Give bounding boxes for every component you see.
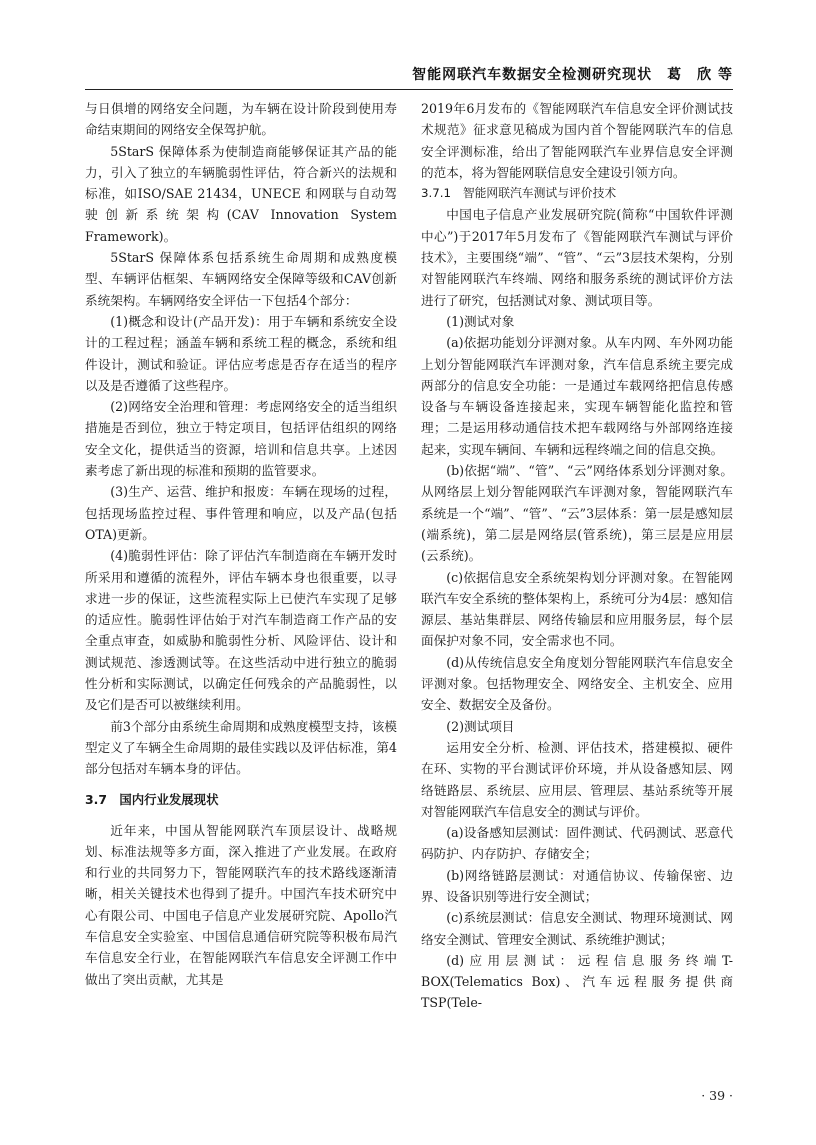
paragraph: (b)网络链路层测试：对通信协议、传输保密、边界、设备识别等进行安全测试； (421, 867, 733, 904)
paragraph: (3)生产、运营、维护和报废：车辆在现场的过程，包括现场监控过程、事件管理和响应，以及产品(包括OTA)更新。 (85, 484, 397, 542)
paragraph: (c)依据信息安全系统架构划分评测对象。在智能网联汽车安全系统的整体架构上，系统可分为4层：感知信源层、基站集群层、网络传输层和应用服务层，每个层面保护对象不同，安全需求也不同。 (421, 569, 733, 649)
paragraph: (a)设备感知层测试：固件测试、代码测试、恶意代码防护、内存防护、存储安全； (421, 825, 733, 862)
paragraph: (b)依据“端”、“管”、“云”网络体系划分评测对象。从网络层上划分智能网联汽车评测对象，智能网联汽车系统是一个“端”、“管”、“云”3层体系：第一层是感知层(端系统)，第二层是网络层(管系统)，第三层是应用层(云系统)。 (421, 463, 733, 564)
paragraph: (2)网络安全治理和管理：考虑网络安全的适当组织措施是否到位，独立于特定项目，包括评估组织的网络安全文化，提供适当的资源，培训和信息共享。上述因素考虑了新出现的标准和预期的监管要求。 (85, 399, 397, 479)
paragraph: 2019年6月发布的《智能网联汽车信息安全评价测试技术规范》征求意见稿成为国内首个智能网联汽车的信息安全评测标准，给出了智能网联汽车业界信息安全评测的范本，将为智能网联信息安全建设引领方向。 (421, 101, 733, 180)
paragraph: (a)依据功能划分评测对象。从车内网、车外网功能上划分智能网联汽车评测对象，汽车信息系统主要完成两部分的信息安全功能：一是通过车载网络把信息传感设备与车辆设备连接起来，实现车辆智能化监控和管理；二是运用移动通信技术把车载网络与外部网络连接起来，实现车辆间、车辆和远程终端之间的信息交换。 (421, 335, 733, 457)
paragraph: 前3个部分由系统生命周期和成熟度模型支持，该模型定义了车辆全生命周期的最佳实践以及评估标准，第4部分包括对车辆本身的评估。 (85, 718, 397, 777)
paragraph: (1)测试对象 (446, 313, 515, 329)
paragraph: (c)系统层测试：信息安全测试、物理环境测试、网络安全测试、管理安全测试、系统维护测试； (421, 910, 733, 947)
paragraph: (2)测试项目 (446, 718, 515, 734)
page-number: · 39 · (701, 1088, 733, 1103)
paragraph: (1)概念和设计(产品开发)：用于车辆和系统安全设计的工程过程；涵盖车辆和系统工程的概念，系统和组件设计，测试和验证。评估应考虑是否存在适当的程序以及是否遵循了这些程序。 (85, 313, 397, 393)
header-rule (85, 89, 733, 90)
paragraph: (4)脆弱性评估：除了评估汽车制造商在车辆开发时所采用和遵循的流程外，评估车辆本身也很重要，以寻求进一步的保证，这些流程实际上已使汽车实现了足够的适应性。脆弱性评估始于对汽车制造商工作产品的安全重点审查，如威胁和脆弱性分析、风险评估、设计和测试规范、渗透测试等。在这些活动中进行独立的脆弱性分析和实际测试，以确定任何残余的产品脆弱性，以及它们是否可以被继续利用。 (85, 548, 397, 713)
paragraph: 近年来，中国从智能网联汽车顶层设计、战略规划、标准法规等多方面，深入推进了产业发展。在政府和行业的共同努力下，智能网联汽车的技术路线逐渐清晰，相关关键技术也得到了提升。中国汽车技术研究中心有限公司、中国电子信息产业发展研究院、Apollo汽车信息安全实验室、中国信息通信研究院等积极布局汽车信息安全行业，在智能网联汽车信息安全评测工作中做出了突出贡献，尤其是 (85, 822, 397, 987)
paragraph: 与日俱增的网络安全问题，为车辆在设计阶段到使用寿命结束期间的网络安全保驾护航。 (85, 101, 397, 138)
running-header: 智能网联汽车数据安全检测研究现状 葛 欣 等 (412, 67, 733, 83)
paragraph: (d)应用层测试：远程信息服务终端T-BOX(Telematics Box)、汽车远程服务提供商TSP(Tele- (421, 952, 733, 1011)
section-heading: 3.7 国内行业发展现状 (85, 791, 219, 807)
left-column (85, 98, 397, 990)
paragraph: 5StarS 保障体系为使制造商能够保证其产品的能力，引入了独立的车辆脆弱性评估，符合新兴的法规和标准，如ISO/SAE 21434，UNECE 和网联与自动驾驶创新系统架构(CAV Innovation System Framework)。 (85, 143, 397, 244)
right-column (421, 98, 733, 1014)
paragraph: 运用安全分析、检测、评估技术，搭建模拟、硬件在环、实物的平台测试评价环境，并从设备感知层、网络链路层、系统层、应用层、管理层、基站系统等开展对智能网联汽车信息安全的测试与评价。 (421, 739, 733, 819)
paragraph: 5StarS 保障体系包括系统生命周期和成熟度模型、车辆评估框架、车辆网络安全保障等级和CAV创新系统架构。车辆网络安全评估一下包括4个部分： (85, 250, 397, 308)
paragraph: 中国电子信息产业发展研究院(简称“中国软件评测中心”)于2017年5月发布了《智能网联汽车测试与评价技术》，主要围绕“端”、“管”、“云”3层技术架构，分别对智能网联汽车终端、网络和服务系统的测试评价方法进行了研究，包括测试对象、测试项目等。 (421, 207, 733, 308)
subsection-heading: 3.7.1 智能网联汽车测试与评价技术 (421, 186, 617, 201)
paragraph: (d)从传统信息安全角度划分智能网联汽车信息安全评测对象。包括物理安全、网络安全、主机安全、应用安全、数据安全及备份。 (421, 654, 733, 713)
